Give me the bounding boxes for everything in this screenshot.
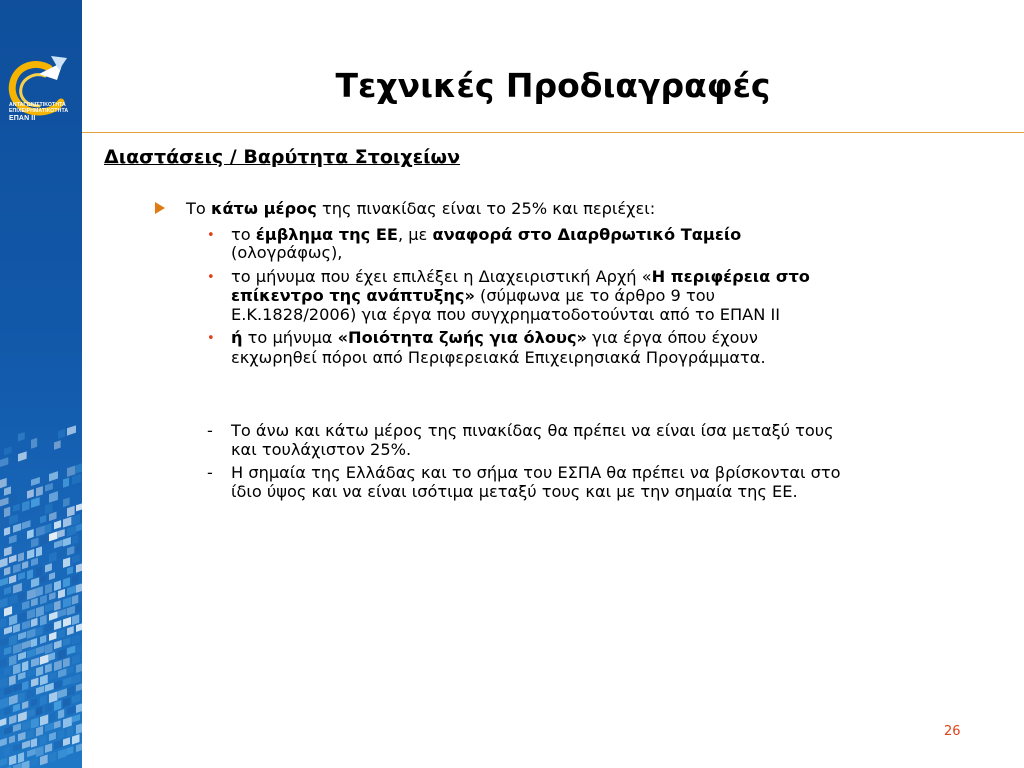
mosaic-tile — [54, 600, 61, 611]
mosaic-tile — [9, 555, 16, 564]
sub-bullet-3-line-2: εκχωρηθεί πόροι από Περιφερειακά Επιχειρησιακά Προγράμματα. — [231, 348, 766, 367]
mosaic-tile — [0, 618, 6, 628]
mosaic-tile — [4, 686, 12, 695]
mosaic-tile — [63, 657, 70, 667]
mosaic-tile — [13, 624, 20, 634]
mosaic-tile — [76, 643, 82, 654]
mosaic-tile — [67, 546, 74, 556]
mosaic-tile — [36, 746, 44, 757]
bullet-dot-icon: • — [207, 228, 215, 243]
logo-line: ΕΠΑΝ ΙΙ — [9, 115, 36, 123]
mosaic-tile — [76, 703, 82, 713]
mosaic-tile — [36, 566, 42, 577]
mosaic-tile — [54, 580, 61, 591]
sub-bullet-2-line-1: το μήνυμα που έχει επιλέξει η Διαχειριστική Αρχή «Η περιφέρεια στο — [231, 267, 810, 286]
mosaic-tile — [27, 668, 36, 677]
page-number: 26 — [944, 724, 961, 739]
mosaic-tile — [0, 758, 7, 767]
slide-subtitle: Διαστάσεις / Βαρύτητα Στοιχείων — [104, 146, 461, 168]
mosaic-tile — [31, 738, 37, 748]
mosaic-tile — [27, 729, 34, 739]
mosaic-tile — [76, 623, 82, 632]
mosaic-tile — [63, 717, 72, 729]
mosaic-tile — [58, 729, 64, 739]
sub-bullet-1-line-2: (ολογράφως), — [231, 243, 343, 262]
mosaic-tile — [40, 714, 48, 726]
mosaic-tile — [67, 646, 75, 655]
mosaic-tile — [0, 677, 8, 688]
mosaic-tile — [18, 592, 25, 602]
mosaic-tile — [13, 663, 20, 674]
mosaic-tile — [9, 514, 18, 525]
mosaic-tile — [22, 720, 31, 731]
mosaic-tile — [9, 575, 16, 584]
mosaic-tile — [72, 554, 80, 564]
mosaic-tile — [0, 577, 8, 586]
mosaic-tile — [58, 688, 67, 698]
mosaic-tile — [31, 537, 39, 547]
mosaic-tile — [49, 712, 55, 722]
mosaic-tile — [27, 609, 35, 620]
mosaic-tile — [67, 525, 76, 536]
mosaic-tile — [58, 608, 66, 617]
mosaic-tile — [36, 666, 43, 676]
epan-logo-icon — [5, 34, 71, 154]
mosaic-tile — [22, 620, 30, 630]
mosaic-tile — [45, 683, 54, 692]
mosaic-tile — [13, 563, 21, 573]
bullet-dot-icon: • — [207, 331, 215, 346]
mosaic-tile — [18, 572, 25, 580]
mosaic-tile — [27, 748, 36, 757]
mosaic-tile — [31, 618, 38, 627]
mosaic-tile — [4, 606, 12, 616]
mosaic-tile — [67, 746, 73, 755]
mosaic-tile — [54, 640, 62, 649]
mosaic-tile — [49, 512, 57, 521]
mosaic-tile — [49, 531, 58, 541]
mosaic-tile — [9, 694, 18, 705]
mosaic-tile — [40, 535, 47, 546]
mosaic-tile — [36, 686, 44, 695]
mosaic-tile — [45, 743, 52, 753]
mosaic-tile — [36, 626, 43, 636]
mosaic-tile — [63, 697, 70, 707]
mosaic-tile — [31, 758, 38, 767]
mosaic-tile — [76, 743, 82, 752]
mosaic-tile — [72, 634, 80, 645]
mosaic-tile — [63, 478, 69, 488]
mosaic-tile — [76, 663, 82, 673]
mosaic-tile — [27, 689, 35, 700]
mosaic-tile — [67, 506, 75, 517]
mosaic-tile — [45, 643, 53, 654]
mosaic-tile — [18, 752, 24, 763]
mosaic-tile — [76, 723, 82, 734]
mosaic-tile — [13, 583, 22, 594]
mosaic-tile — [72, 734, 80, 744]
mosaic-tile — [67, 626, 74, 635]
mosaic-tile — [45, 703, 52, 714]
mosaic-tile — [0, 738, 7, 747]
mosaic-tile — [67, 666, 74, 674]
mosaic-tile — [0, 718, 6, 726]
mosaic-tile — [22, 600, 29, 610]
mosaic-tile — [0, 697, 9, 709]
mosaic-tile — [22, 760, 29, 768]
mosaic-tile — [45, 583, 52, 594]
slide-title: Τεχνικές Προδιαγραφές — [335, 66, 771, 105]
mosaic-tile — [54, 740, 63, 750]
mosaic-tile — [45, 603, 53, 613]
mosaic-tile — [54, 440, 61, 450]
mosaic-tile — [13, 504, 20, 512]
mosaic-tile — [31, 497, 40, 508]
mosaic-tile — [76, 603, 82, 613]
mosaic-tile — [0, 598, 8, 609]
mosaic-tile — [31, 717, 39, 728]
mosaic-tile — [36, 606, 44, 618]
mosaic-tile — [31, 638, 37, 647]
mosaic-tile — [27, 489, 34, 499]
mosaic-tile — [49, 592, 56, 600]
mosaic-tile — [49, 611, 58, 620]
mosaic-tile — [76, 683, 82, 691]
mosaic-tile — [63, 517, 71, 528]
mosaic-tile — [0, 497, 8, 506]
mosaic-tile — [27, 628, 36, 638]
title-divider — [82, 132, 1024, 133]
mosaic-tile — [54, 680, 62, 690]
mosaic-tile — [45, 722, 54, 731]
mosaic-tile — [22, 561, 28, 569]
mosaic-tile — [76, 563, 82, 573]
sub-bullet-2-line-3: Ε.Κ.1828/2006) για έργα που συγχρηματοδοτούνται από το ΕΠΑΝ ΙΙ — [231, 305, 781, 324]
mosaic-tile — [58, 549, 65, 558]
mosaic-tile — [22, 500, 30, 511]
mosaic-tile — [40, 615, 47, 626]
mosaic-tile — [9, 594, 18, 605]
mosaic-tile — [40, 695, 47, 706]
mosaic-tile — [9, 715, 16, 725]
mosaic-tile — [36, 706, 42, 715]
mosaic-tile — [49, 691, 57, 703]
mosaic-tile — [36, 525, 45, 536]
mosaic-tile — [9, 655, 16, 666]
mosaic-tile — [4, 546, 12, 556]
mosaic-tile — [9, 495, 17, 506]
mosaic-tile — [4, 486, 11, 495]
mosaic-tile — [63, 637, 71, 646]
mosaic-tile — [27, 529, 34, 539]
mosaic-tile — [40, 515, 46, 524]
dash-bullet: - — [207, 463, 213, 482]
mosaic-tile — [49, 572, 55, 580]
mosaic-tile — [13, 523, 21, 533]
mosaic-tile — [63, 537, 71, 547]
mosaic-tile — [40, 735, 47, 746]
mosaic-tile — [18, 631, 26, 640]
mosaic-tile — [22, 520, 30, 529]
mosaic-tile — [49, 552, 57, 563]
mosaic-tile — [31, 678, 38, 687]
mosaic-tile — [22, 701, 28, 710]
mosaic-tile — [58, 649, 66, 660]
mosaic-tile — [4, 626, 12, 635]
mosaic-tile — [0, 558, 8, 568]
mosaic-tile — [27, 549, 34, 559]
mosaic-tile — [58, 589, 65, 599]
mosaic-tile — [0, 637, 8, 646]
mosaic-tile — [31, 598, 38, 607]
mosaic-tile — [54, 620, 61, 630]
mosaic-tile — [72, 474, 81, 485]
mosaic-tile — [54, 700, 61, 711]
mosaic-tile — [76, 582, 82, 592]
mosaic-tile — [76, 543, 82, 552]
mosaic-tile — [27, 588, 36, 600]
mosaic-tile — [18, 432, 25, 442]
sub-bullet-1-line-1: το έμβλημα της ΕΕ, με αναφορά στο Διαρθρωτικό Ταμείο — [231, 225, 742, 244]
mosaic-tile — [67, 726, 73, 736]
bullet-dot-icon: • — [207, 270, 215, 285]
mosaic-tile — [67, 686, 75, 697]
mosaic-tile — [13, 703, 20, 712]
mosaic-tile — [76, 523, 82, 532]
mosaic-tile — [72, 614, 79, 625]
dash-item-1-line-1: Το άνω και κάτω μέρος της πινακίδας θα πρέπει να είναι ίσα μεταξύ τους — [231, 421, 834, 440]
mosaic-tile — [36, 546, 42, 556]
mosaic-tile — [36, 586, 43, 597]
mosaic-tile — [72, 654, 80, 665]
mosaic-tile — [67, 585, 76, 595]
main-bullet-text: Το κάτω μέρος της πινακίδας είναι το 25% και περιέχει: — [186, 199, 656, 218]
mosaic-tile — [31, 558, 38, 567]
mosaic-tile — [49, 732, 56, 741]
mosaic-tile — [45, 483, 53, 492]
dash-item-1-line-2: και τουλάχιστον 25%. — [231, 440, 412, 459]
mosaic-tile — [22, 740, 30, 749]
mosaic-tile — [54, 660, 62, 671]
mosaic-tile — [63, 617, 71, 627]
mosaic-tile — [40, 654, 49, 665]
mosaic-tile — [22, 681, 28, 691]
mosaic-tile — [27, 709, 35, 718]
dash-bullet: - — [207, 421, 213, 440]
arrow-bullet-icon — [155, 202, 165, 214]
mosaic-tile — [22, 640, 31, 649]
mosaic-tile — [36, 646, 45, 655]
mosaic-tile — [72, 694, 80, 704]
mosaic-tile — [49, 491, 58, 503]
mosaic-tile — [0, 517, 9, 528]
mosaic-tile — [40, 635, 46, 644]
mosaic-tile — [31, 698, 37, 707]
mosaic-tile — [13, 723, 21, 732]
mosaic-tile — [54, 540, 63, 549]
mosaic-tile — [67, 425, 76, 435]
dash-item-2-line-1: Η σημαία της Ελλάδας και το σήμα του ΕΣΠΑ θα πρέπει να βρίσκονται στο — [231, 463, 841, 482]
mosaic-tile — [40, 575, 46, 583]
mosaic-tile — [18, 611, 26, 622]
mosaic-tile — [58, 429, 65, 439]
mosaic-tile — [76, 503, 82, 511]
mosaic-tile — [0, 457, 8, 467]
mosaic-tile — [72, 535, 78, 545]
mosaic-tile — [54, 520, 61, 529]
mosaic-tile — [45, 563, 52, 572]
mosaic-tile — [40, 674, 48, 685]
mosaic-tile — [72, 574, 79, 585]
sidebar-decoration — [0, 0, 82, 768]
mosaic-tile — [58, 748, 67, 759]
mosaic-tile — [18, 672, 26, 680]
mosaic-tile — [49, 632, 56, 641]
mosaic-tile — [27, 569, 33, 579]
mosaic-tile — [9, 735, 15, 744]
sub-bullet-3-line-1: ή το μήνυμα «Ποιότητα ζωής για όλους» για έργα όπου έχουν — [231, 328, 758, 347]
mosaic-tile — [13, 643, 22, 654]
mosaic-tile — [9, 675, 16, 686]
mosaic-tile — [45, 623, 53, 632]
mosaic-tile — [49, 672, 56, 681]
mosaic-tile — [49, 471, 58, 481]
mosaic-tile — [13, 743, 22, 752]
mosaic-tile — [9, 535, 17, 544]
mosaic-tile — [4, 726, 12, 735]
mosaic-tile — [4, 527, 10, 536]
mosaic-tile — [45, 503, 52, 514]
mosaic-tile — [9, 635, 17, 646]
mosaic-tile — [31, 657, 39, 667]
mosaic-tile — [72, 714, 80, 723]
mosaic-tile — [36, 486, 43, 497]
mosaic-tile — [58, 529, 65, 538]
mosaic-tile — [4, 667, 10, 676]
mosaic-tile — [18, 732, 26, 742]
logo-line: ΕΠΙΧΕΙΡΗΜΑΤΙΚΟΤΗΤΑ — [9, 108, 69, 115]
mosaic-tile — [63, 497, 70, 507]
mosaic-tile — [18, 692, 25, 703]
mosaic-tile — [63, 677, 72, 687]
mosaic-tile — [58, 629, 65, 639]
logo-line: ΑΝΤΑΓΩΝΙΣΤΙΚΟΤΗΤΑ — [9, 102, 66, 108]
mosaic-tile — [4, 446, 11, 455]
mosaic-tile — [36, 726, 43, 736]
mosaic-tile — [67, 705, 75, 715]
mosaic-tile — [4, 567, 10, 576]
mosaic-tile — [4, 586, 11, 595]
mosaic-tile — [4, 646, 11, 655]
mosaic-tile — [4, 747, 10, 757]
mosaic-tile — [9, 755, 16, 766]
logo-caption — [9, 102, 73, 123]
mosaic-tile — [67, 606, 75, 616]
mosaic-tile — [18, 652, 26, 661]
mosaic-tile — [18, 711, 27, 722]
mosaic-tile — [18, 451, 27, 461]
sub-bullet-2-line-2: επίκεντρο της ανάπτυξης» (σύμφωνα με το άρθρο 9 του — [231, 286, 716, 305]
mosaic-tile — [31, 477, 40, 486]
mosaic-tile — [58, 709, 64, 719]
mosaic-tile — [72, 595, 78, 605]
mosaic-tile — [13, 683, 22, 692]
mosaic-tile — [63, 577, 70, 587]
mosaic-tile — [36, 506, 43, 517]
mosaic-tile — [45, 523, 51, 533]
mosaic-tile — [63, 737, 70, 746]
mosaic-tile — [9, 614, 17, 625]
mosaic-tile — [76, 463, 82, 474]
mosaic-tile — [67, 466, 75, 477]
mosaic-tile — [40, 755, 48, 766]
mosaic-tile — [4, 706, 11, 715]
mosaic-tile — [54, 720, 61, 729]
mosaic-tile — [49, 652, 55, 661]
mosaic-tile — [58, 668, 66, 677]
mosaic-tile — [45, 663, 52, 673]
mosaic-tile — [27, 648, 36, 658]
mosaic-tile — [4, 507, 10, 518]
mosaic-tile — [63, 597, 71, 608]
mosaic-tile — [67, 566, 73, 575]
mosaic-tile — [31, 577, 39, 588]
mosaic-tile — [31, 438, 37, 449]
mosaic-tile — [0, 658, 7, 668]
mosaic-tile — [18, 552, 24, 562]
mosaic-tile — [72, 514, 80, 526]
mosaic-tile — [22, 661, 28, 672]
mosaic-tile — [72, 674, 80, 685]
mosaic-tile — [0, 478, 7, 488]
mosaic-tile — [49, 752, 56, 763]
mosaic-tile — [63, 557, 70, 568]
dash-item-2-line-2: ίδιο ύψος και να είναι ισότιμα μεταξύ τους και με την σημαία της ΕΕ. — [231, 482, 798, 501]
mosaic-tile — [40, 595, 47, 605]
